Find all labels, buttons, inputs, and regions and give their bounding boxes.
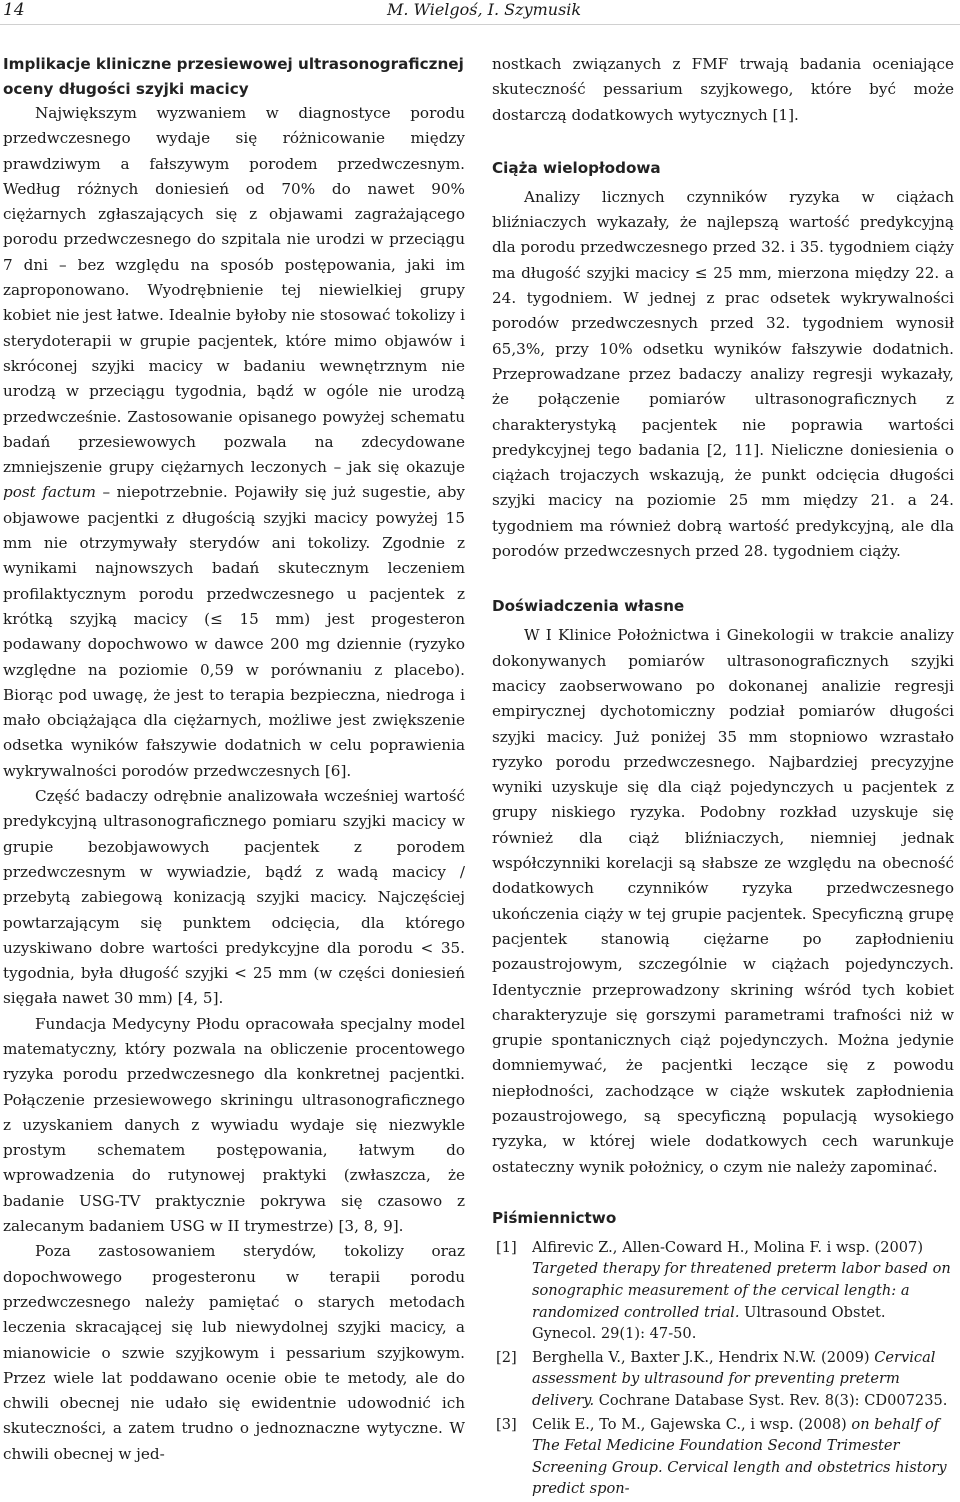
paragraph: Analizy licznych czynników ryzyka w ciążach bliźniaczych wykazały, że najlepszą wartość predykcyjną dla porodu przedwczesnego przed 32. i 35. tygodniem ciąży ma długość szyjki macicy ≤ 25 mm, mierzona między 22. a 24. tygodniem. W jednej z prac odsetek wykrywalności porodów przedwczesnych przed 32. tygodniem wynosił 65,3%, przy 10% odsetku wyników fałszywie dodatnich. Przeprowadzane przez badaczy analizy regresji wykazały, że połączenie pomiarów ultrasonograficznych z charakterystyką pacjentek nie poprawia wartości predykcyjnej tego badania [2, 11]. Nieliczne doniesienia o ciążach trojaczych wskazują, że punkt odcięcia długości szyjki macicy na poziomie 25 mm między 21. a 24. tygodniem ma również dobrą wartość predykcyjną, ale dla porodów przedwczesnych przed 28. tygodniem ciąży. [492, 187, 954, 561]
section-heading-clinical-implications: Implikacje kliniczne przesiewowej ultrasonograficznej oceny długości szyjki macicy [3, 55, 464, 98]
paragraph: Część badaczy odrębnie analizowała wcześniej wartość predykcyjną ultrasonograficznego pomiaru szyjki macicy w grupie bezobjawowych pacjentek z porodem przedwczesnym w wywiadzie, bądź z wadą macicy / przebytą zabiegową konizacją szyjki macicy. Najczęściej powtarzającym się punktem odcięcia, dla którego uzyskiwano dobre wartości predykcyjne dla porodu < 35. tygodnia, była długość szyjki < 25 mm (w części doniesień sięgała nawet 30 mm) [4, 5]. [3, 787, 465, 1008]
paragraph: Poza zastosowaniem sterydów, tokolizy oraz dopochwowego progesteronu w terapii porodu przedwczesnego należy pamiętać o starych metodach leczenia skracającej się lub niewydolnej szyjki macicy, a mianowicie o szwie szyjkowym i pessarium szyjkowym. Przez wiele lat poddawano ocenie obie te metody, ale do chwili obecnej nie udało się ewidentnie udowodnić ich skuteczności, a zatem trudno o jednoznaczne wytyczne. W chwili obecnej w jed- [3, 1242, 465, 1463]
paragraph: W I Klinice Położnictwa i Ginekologii w trakcie analizy dokonywanych pomiarów ultrasonograficznych szyjki macicy zaobserwowano po dokonanej analizie regresji empirycznej dychotomiczny podział pomiarów długości szyjki macicy. Już poniżej 35 mm stopniowo wzrastało ryzyko porodu przedwczesnego. Najbardziej precyzyjne wyniki uzyskuje się dla ciąż pojedynczych u pacjentek z grupy niskiego ryzyka. Podobny rozkład uzyskuje się również dla ciąż bliźniaczych, niemniej jednak współczynniki korelacji są słabsze ze względu na obecność dodatkowych czynników ryzyka przedwczesnego ukończenia ciąży w tej grupie pacjentek. Specyficzną grupę pacjentek stanowią ciężarne po zapłodnieniu pozaustrojowym, szczególnie w ciążach pojedynczych. Identycznie przeprowadzony skrining wśród tych kobiet charakteryzuje się gorszymi parametrami trafności niż w grupie spontanicznych ciąż pojedynczych. Można jedynie domniemywać, że pacjentki leczące się z powodu niepłodności, zachodzące w ciąże wskutek zapłodnienia pozaustrojowego, są specyficzną populacją wysokiego ryzyka, w której wiele dodatkowych cech warunkuje ostateczny wynik położnicy, o czym nie należy zapominać. [492, 626, 954, 1176]
section-heading-references: Piśmiennictwo [492, 1208, 617, 1227]
reference-item [492, 1347, 954, 1412]
left-column [3, 52, 465, 1467]
paragraph [3, 101, 465, 784]
reference-text: Celik E., To M., Gajewska C., i wsp. (2008) on behalf of The Fetal Medicine Foundation Second Trimester Screening Group. Cervical length and obstetrics history predict spon- [532, 1415, 947, 1498]
italic-term: post factum [3, 483, 96, 502]
reference-number: [3] [496, 1415, 517, 1433]
paragraph-text: Największym wyzwaniem w diagnostyce porodu przedwczesnego wydaje się różnicowanie między prawdziwym a fałszywym porodem przedwczesnym. Według różnych doniesień od 70% do nawet 90% ciężarnych zgłaszających się z objawami zagrażającego porodu przedwczesnego do szpitala nie urodzi w przeciągu 7 dni – bez względu na sposób postępowania, jaki im zaproponowano. Wyodrębnienie tej niewielkiej grupy kobiet nie jest łatwe. Idealnie byłoby nie stosować tokolizy i sterydoterapii w grupie pacjentek, które mimo objawów i skróconej szyjki macicy w badaniu wewnętrznym nie urodzą w przeciągu tygodnia, bądź w ogóle nie urodzą przedwcześnie. Zastosowanie opisanego powyżej schematu badań przesiewowych pozwala na zdecydowane zmniejszenie grupy ciężarnych leczonych – jak się okazuje [3, 104, 465, 477]
paragraph-text: – niepotrzebnie. Pojawiły się już sugestie, aby objawowe pacjentki z długością szyjki macicy powyżej 15 mm nie otrzymywały sterydów ani tokolizy. Zgodnie z wynikami najnowszych badań skutecznym leczeniem profilaktycznym porodu przedwczesnego u pacjentek z krótką szyjką macicy (≤ 15 mm) jest progesteron podawany dopochwowo w dawce 200 mg dziennie (ryzyko względne na poziomie 0,59 w porównaniu z placebo). Biorąc pod uwagę, że jest to terapia bezpieczna, niedroga i mało obciążająca dla ciężarnych, możliwe jest zwiększenie odsetka wyników fałszywie dodatnich w celu poprawienia wykrywalności porodów przedwczesnych [6]. [3, 483, 466, 780]
running-header [0, 0, 960, 25]
reference-number: [2] [496, 1348, 517, 1366]
reference-item [492, 1237, 954, 1345]
running-authors: M. Wielgoś, I. Szymusik [387, 0, 582, 19]
paragraph: nostkach związanych z FMF trwają badania oceniające skuteczność pessarium szyjkowego, które być może dostarczą dodatkowych wytycznych [1]. [492, 55, 954, 124]
paragraph: Fundacja Medycyny Płodu opracowała specjalny model matematyczny, który pozwala na obliczenie procentowego ryzyka porodu przedwczesnego dla konkretnej pacjentki. Połączenie przesiewowego skriningu ultrasonograficznego z uzyskaniem danych z wywiadu wydaje się niezwykle prostym schematem postępowania, łatwym do wprowadzenia do rutynowej praktyki (zwłaszcza, że badanie USG-TV praktycznie pokrywa się czasowo z zalecanym badaniem USG w II trymestrze) [3, 8, 9]. [3, 1014, 465, 1236]
section-heading-multiple-pregnancy: Ciąża wielopłodowa [492, 158, 661, 177]
page-number: 14 [3, 0, 25, 20]
section-heading-own-experience: Doświadczenia własne [492, 597, 685, 616]
reference-item [492, 1414, 954, 1500]
right-column [492, 52, 954, 1502]
reference-text: Alfirevic Z., Allen-Coward H., Molina F. i wsp. (2007) Targeted therapy for threatened preterm labor based on sonographic measurement of the cervical length: a randomized controlled trial. Ultrasound Obstet. Gynecol. 29(1): 47-50. [532, 1238, 951, 1343]
reference-text: Berghella V., Baxter J.K., Hendrix N.W. (2009) Cervical assessment by ultrasound for preventing preterm delivery. Cochrane Database Syst. Rev. 8(3): CD007235. [532, 1348, 948, 1410]
reference-number: [1] [496, 1238, 517, 1256]
reference-list [492, 1237, 954, 1500]
